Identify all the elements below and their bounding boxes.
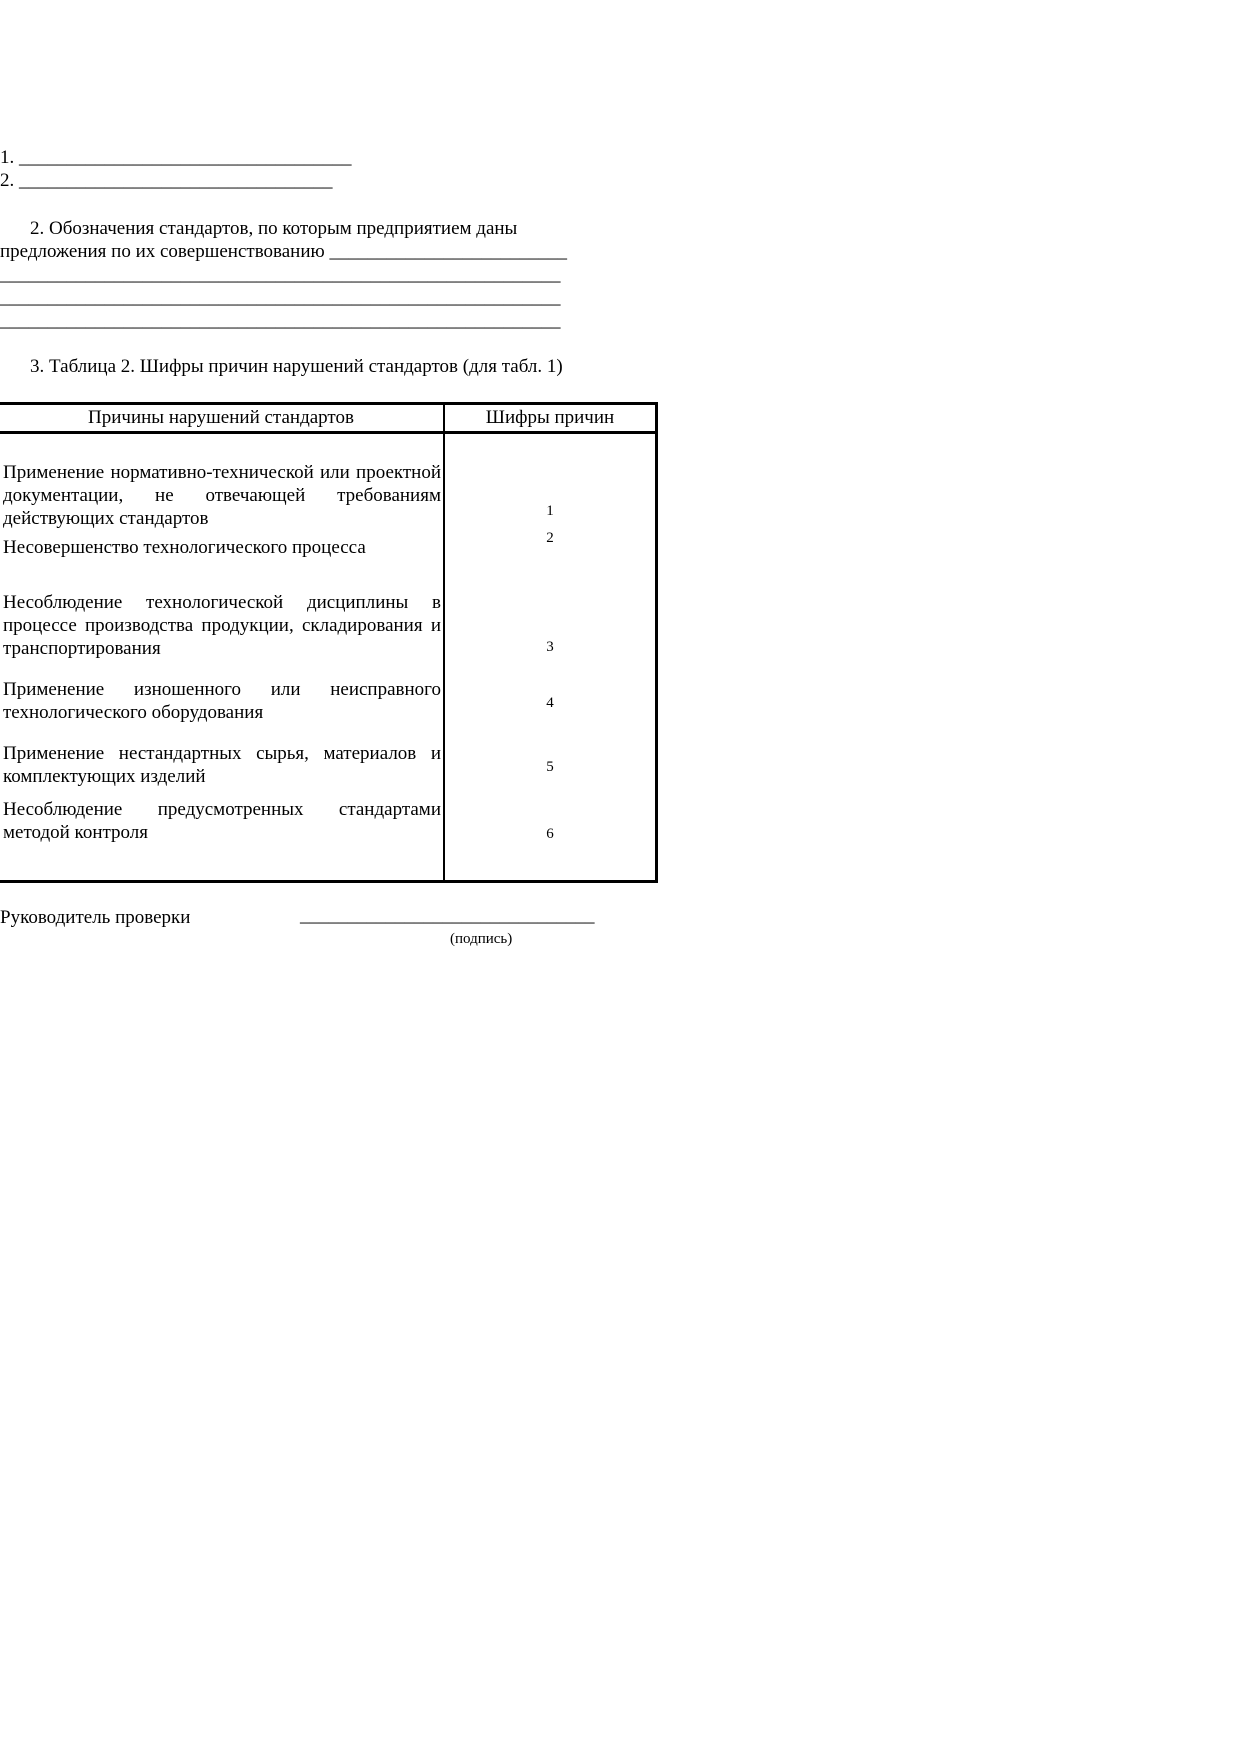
blank-line-2: ___________________________________________________________ — [0, 287, 561, 308]
supervisor-label: Руководитель проверки — [0, 907, 191, 928]
table-row — [0, 660, 657, 724]
code-cell: 2 — [546, 530, 554, 546]
code-cell: 1 — [546, 503, 554, 519]
table-row — [0, 788, 657, 882]
standards-line-2: предложения по их совершенствованию _________________________ — [0, 241, 567, 262]
standards-line-1: 2. Обозначения стандартов, по которым предприятием даны — [30, 218, 518, 239]
reasons-table — [0, 402, 658, 883]
reason-cell: Несоблюдение предусмотренных стандартами методой контроля — [0, 788, 444, 882]
signature-caption: (подпись) — [450, 931, 513, 947]
code-cell: 5 — [546, 759, 554, 775]
table-row — [0, 433, 657, 531]
code-cell: 3 — [546, 639, 554, 655]
table-header-row — [0, 404, 657, 433]
code-cell: 4 — [546, 695, 554, 711]
list-line-2: 2. _________________________________ — [0, 170, 333, 191]
reason-cell: Применение нестандартных сырья, материалов и комплектующих изделий — [0, 724, 444, 788]
table-row — [0, 724, 657, 788]
reason-cell: Применение нормативно-технической или проектной документации, не отвечающей требованиям действующих стандартов — [0, 433, 444, 531]
reason-cell: Несоблюдение технологической дисциплины в процессе производства продукции, складирования и транспортирования — [0, 564, 444, 660]
blank-line-1: ___________________________________________________________ — [0, 264, 561, 285]
reason-cell: Применение изношенного или неисправного технологического оборудования — [0, 660, 444, 724]
code-cell: 6 — [546, 825, 554, 842]
table-row — [0, 564, 657, 660]
standards-paragraph — [0, 217, 650, 332]
signature-line: _______________________________ — [300, 905, 595, 926]
header-reasons: Причины нарушений стандартов — [0, 404, 444, 433]
table-row — [0, 530, 657, 564]
blank-line-3: ___________________________________________________________ — [0, 310, 561, 331]
header-codes: Шифры причин — [444, 404, 657, 433]
list-line-1: 1. ___________________________________ — [0, 147, 352, 168]
reason-cell: Несовершенство технологического процесса — [0, 530, 444, 564]
table-title: 3. Таблица 2. Шифры причин нарушений стандартов (для табл. 1) — [30, 356, 563, 377]
